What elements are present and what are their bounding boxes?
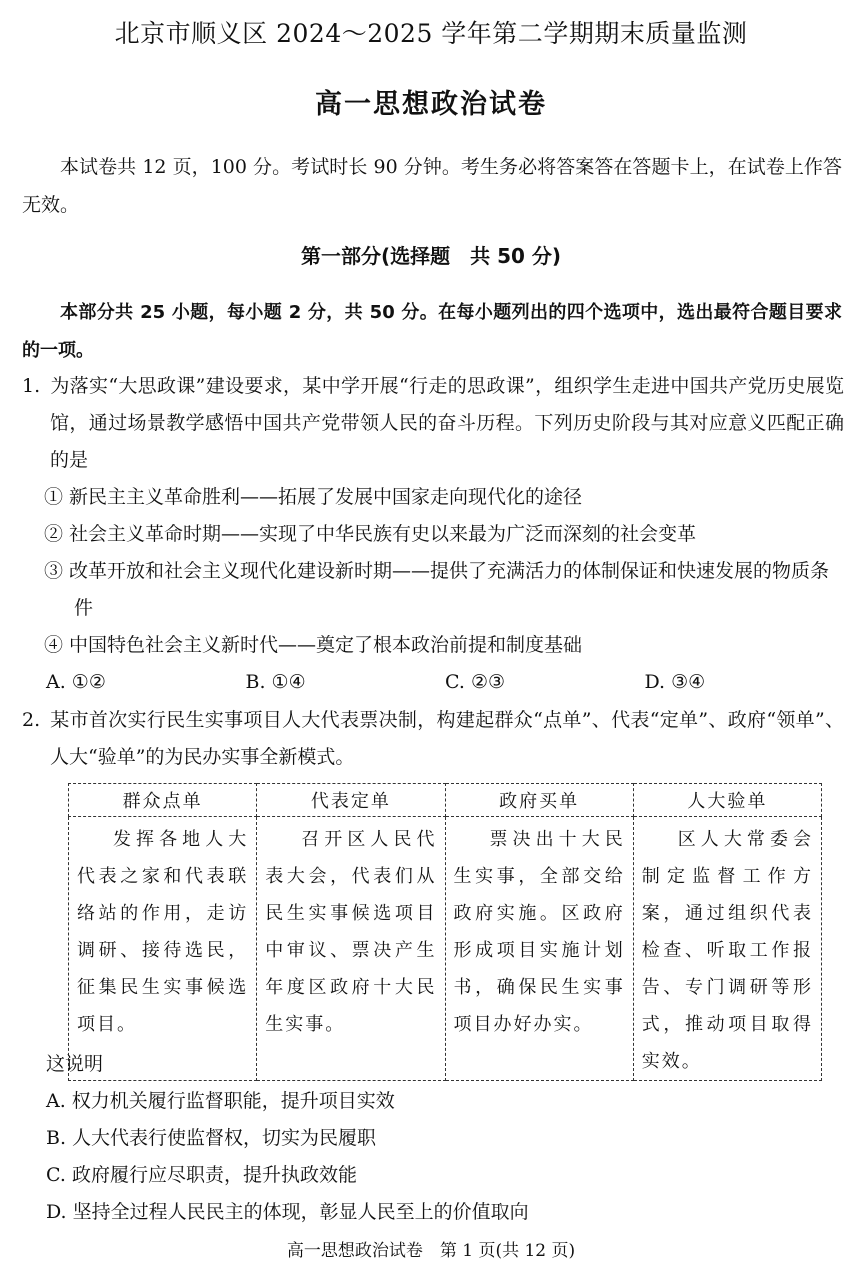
- question-1-choices: [46, 664, 844, 701]
- question-2-lead: 这说明: [46, 1053, 104, 1075]
- question-2-stem-text: 某市首次实行民生实事项目人大代表票决制，构建起群众“点单”、代表“定单”、政府“领单”、人大“验单”的为民办实事全新模式。: [50, 709, 844, 768]
- page-footer: 高一思想政治试卷 第 1 页(共 12 页): [286, 1241, 576, 1261]
- question-1: [22, 368, 844, 701]
- table-cell: 发挥各地人大代表之家和代表联络站的作用，走访调研、接待选民，征集民生实事候选项目。: [69, 817, 257, 1081]
- table-header-cell: 群众点单: [69, 784, 257, 817]
- table-header-cell: 代表定单: [257, 784, 445, 817]
- question-1-number: 1.: [22, 375, 41, 397]
- table-header-row: [69, 784, 822, 817]
- question-1-choice-b: B. ①④: [245, 671, 306, 693]
- question-2-number: 2.: [22, 709, 41, 731]
- part1-instructions: 本部分共 25 小题，每小题 2 分，共 50 分。在每小题列出的四个选项中，选出最符合题目要求的一项。: [22, 302, 842, 361]
- table-cell: 区人大常委会制定监督工作方案，通过组织代表检查、听取工作报告、专门调研等形式，推动项目取得实效。: [633, 817, 821, 1081]
- exam-intro: 本试卷共 12 页，100 分。考试时长 90 分钟。考生务必将答案答在答题卡上，在试卷上作答无效。: [22, 156, 842, 216]
- question-2-choice-b: B. 人大代表行使监督权，切实为民履职: [46, 1127, 377, 1149]
- question-1-choice-a: A. ①②: [46, 671, 106, 693]
- question-1-choice-c: C. ②③: [445, 671, 506, 693]
- question-1-stem: [22, 368, 844, 479]
- question-1-option: ③ 改革开放和社会主义现代化建设新时期——提供了充满活力的体制保证和快速发展的物质条件: [44, 560, 830, 619]
- question-1-stem-text: 为落实“大思政课”建设要求，某中学开展“行走的思政课”，组织学生走进中国共产党历史展览馆，通过场景教学感悟中国共产党带领人民的奋斗历程。下列历史阶段与其对应意义匹配正确的是: [50, 375, 844, 471]
- table-cell: 票决出十大民生实事，全部交给政府实施。区政府形成项目实施计划书，确保民生实事项目办好办实。: [445, 817, 633, 1081]
- table-cell: 召开区人民代表大会，代表们从民生实事候选项目中审议、票决产生年度区政府十大民生实事。: [257, 817, 445, 1081]
- question-1-option: ④ 中国特色社会主义新时代——奠定了根本政治前提和制度基础: [44, 634, 583, 656]
- question-1-choice-d: D. ③④: [644, 671, 706, 693]
- exam-header-title: 北京市顺义区 2024～2025 学年第二学期期末质量监测: [114, 19, 748, 48]
- question-2: [22, 702, 844, 776]
- question-2-choice-d: D. 坚持全过程人民民主的体现，彰显人民至上的价值取向: [46, 1201, 529, 1223]
- question-2-answers: [46, 1046, 842, 1231]
- exam-title: 高一思想政治试卷: [315, 89, 547, 120]
- table-header-cell: 政府买单: [445, 784, 633, 817]
- table-row: [69, 817, 822, 1081]
- part1-title: 第一部分(选择题 共 50 分): [300, 244, 562, 268]
- question-1-option: ② 社会主义革命时期——实现了中华民族有史以来最为广泛而深刻的社会变革: [44, 523, 697, 545]
- question-1-option: ① 新民主主义革命胜利——拓展了发展中国家走向现代化的途径: [44, 486, 583, 508]
- question-2-choice-c: C. 政府履行应尽职责，提升执政效能: [46, 1164, 357, 1186]
- table-header-cell: 人大验单: [633, 784, 821, 817]
- question-2-choice-a: A. 权力机关履行监督职能，提升项目实效: [46, 1090, 395, 1112]
- question-2-stem: [22, 702, 844, 776]
- question-2-table: [68, 783, 822, 1081]
